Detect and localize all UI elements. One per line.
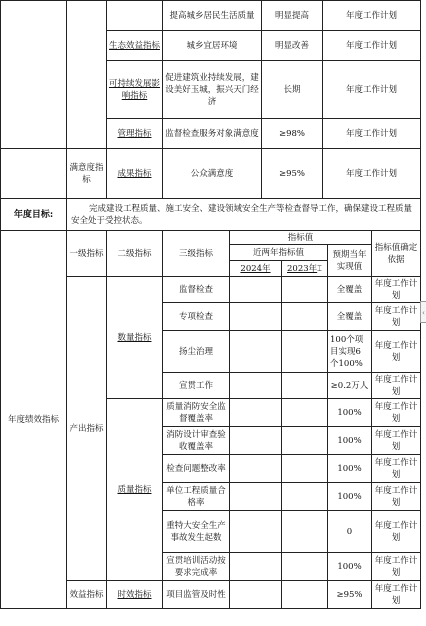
basis-value: 年度工作计划 [372,427,421,455]
target-value-cell: 长期 [262,61,323,119]
top-indicator-table [0,0,421,199]
header-year-2024: 2024年 [230,261,282,277]
level3-name: 监督检查 [163,277,230,303]
tertiary-indicator-cell: 公众满意度 [163,149,262,199]
basis-value: 年度工作计划 [372,399,421,427]
year-2023-value [282,331,328,373]
header-level1: 一级指标 [67,231,107,277]
level3-name: 消防设计审查验收覆盖率 [163,427,230,455]
blank-cell [1,1,67,149]
basis-cell: 年度工作计划 [323,61,421,119]
quality-indicator-label: 质量指标 [107,399,163,581]
year-2024-value [230,373,282,399]
annual-goal-label: 年度目标: [1,199,67,231]
expected-value: 100% [328,399,372,427]
secondary-indicator-cell [107,1,163,31]
target-value-cell: ≥98% [262,119,323,149]
tertiary-indicator-cell: 城乡宜居环境 [163,31,262,61]
tertiary-indicator-cell: 监督检查服务对象满意度 [163,119,262,149]
level3-name: 质量消防安全监督覆盖率 [163,399,230,427]
year-2023-value [282,399,328,427]
year-2023-value [282,581,328,609]
basis-value: 年度工作计划 [372,303,421,331]
quantity-indicator-label: 数量指标 [107,277,163,399]
expected-value: 100% [328,427,372,455]
year-2024-value [230,331,282,373]
level3-name: 宣贯培训活动按要求完成率 [163,553,230,581]
target-value-cell: 明显提高 [262,1,323,31]
annual-goal-table [0,198,421,231]
timeliness-indicator-label: 时效指标 [107,581,163,609]
year-2023-value [282,427,328,455]
target-value-cell: ≥95% [262,149,323,199]
level3-name: 宣贯工作 [163,373,230,399]
header-recent-two-years: 近两年指标值 [230,245,328,261]
year-2023-value [282,553,328,581]
basis-cell: 年度工作计划 [323,149,421,199]
expected-value: 100% [328,553,372,581]
benefit-indicator-label: 效益指标 [67,581,107,609]
target-value-cell: 明显改善 [262,31,323,61]
header-level2: 二级指标 [107,231,163,277]
basis-value: 年度工作计划 [372,581,421,609]
annual-performance-label: 年度绩效指标 [1,231,67,609]
header-level3: 三级指标 [163,231,230,277]
expected-value: 100% [328,483,372,511]
basis-value: 年度工作计划 [372,455,421,483]
expected-value: 全覆盖 [328,303,372,331]
level3-name: 重特大安全生产事故发生起数 [163,511,230,553]
level3-name: 检查问题整改率 [163,455,230,483]
performance-indicator-table [0,230,421,609]
header-basis: 指标值确定依据 [372,231,421,277]
basis-value: 年度工作计划 [372,373,421,399]
year-2023-value [282,373,328,399]
year-2024-value [230,303,282,331]
year-2024-value [230,511,282,553]
basis-cell: 年度工作计划 [323,119,421,149]
text-cursor-icon: ⌶ [317,263,322,273]
basis-value: 年度工作计划 [372,511,421,553]
expected-value: ≥0.2万人 [328,373,372,399]
level3-name: 扬尘治理 [163,331,230,373]
blank-cell [1,149,67,199]
basis-value: 年度工作计划 [372,553,421,581]
year-2024-value [230,399,282,427]
basis-cell: 年度工作计划 [323,1,421,31]
secondary-indicator-cell: 管理指标 [107,119,163,149]
year-2024-value [230,277,282,303]
basis-cell: 年度工作计划 [323,31,421,61]
year-2023-value [282,511,328,553]
basis-value: 年度工作计划 [372,483,421,511]
year-2023-value [282,455,328,483]
expected-value: ≥95% [328,581,372,609]
expected-value: 100% [328,455,372,483]
year-2023-value [282,277,328,303]
expected-value: 0 [328,511,372,553]
secondary-indicator-cell: 成果指标 [107,149,163,199]
year-2024-value [230,483,282,511]
secondary-indicator-cell: 可持续发展影响指标 [107,61,163,119]
header-expected: 预期当年实现值 [328,245,372,277]
expected-value: 全覆盖 [328,277,372,303]
expected-value: 100个项目实现6个100% [328,331,372,373]
year-2024-value [230,581,282,609]
tertiary-indicator-cell: 提高城乡居民生活质量 [163,1,262,31]
header-year-2023: 2023年⌶ [282,261,328,277]
year-2024-value [230,427,282,455]
annual-goal-text: 完成建设工程质量、施工安全、建设领域安全生产等检查督导工作，确保建设工程质量安全处于受控状态。 [67,199,421,231]
side-scroll-marker[interactable]: ‹ [420,301,426,323]
year-2023-value [282,483,328,511]
level3-name: 单位工程质量合格率 [163,483,230,511]
tertiary-indicator-cell: 促进建筑业持续发展，建设美好玉城，振兴天门经济 [163,61,262,119]
year-2024-value [230,455,282,483]
level3-name: 项目监管及时性 [163,581,230,609]
header-indicator-value: 指标值 [230,231,372,245]
output-indicator-label: 产出指标 [67,277,107,581]
secondary-indicator-cell: 生态效益指标 [107,31,163,61]
year-2023-value [282,303,328,331]
year-2024-value [230,553,282,581]
basis-value: 年度工作计划 [372,277,421,303]
blank-cell [67,1,107,149]
level3-name: 专项检查 [163,303,230,331]
satisfaction-indicator-label: 满意度指标 [67,149,107,199]
basis-value: 年度工作计划 [372,331,421,373]
